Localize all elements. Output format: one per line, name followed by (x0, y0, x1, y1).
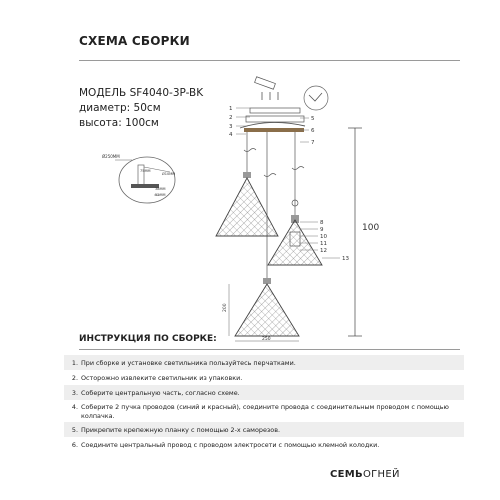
mount-detail (102, 154, 175, 203)
callout-13: 13 (342, 256, 349, 262)
height-dimension (348, 128, 379, 336)
instruction-step: 3. Соберите центральную часть, согласно схеме. (64, 385, 464, 400)
detail-dia-label: Ø250MM (102, 154, 120, 159)
detail-c-label: 52MM (155, 193, 166, 197)
pendant-shade-left (216, 172, 278, 236)
callout-9: 9 (320, 227, 324, 233)
pendant-height-label: 200 (223, 303, 228, 312)
callout-4: 4 (229, 132, 233, 138)
instruction-step: 2. Осторожно извлеките светильник из упаковки. (71, 373, 243, 382)
instruction-step: 6. Соедините центральный провод с проводом электросети с помощью клемной колодки. (71, 440, 380, 449)
callout-3: 3 (229, 124, 233, 130)
callout-11: 11 (320, 241, 327, 247)
instruction-steps (64, 355, 464, 452)
callout-5: 5 (311, 116, 315, 122)
pendant-shade-bottom (222, 278, 299, 342)
page-title: СХЕМА СБОРКИ (79, 34, 190, 48)
model-name: МОДЕЛЬ SF4040-3P-BK (79, 87, 204, 99)
callout-1: 1 (229, 106, 233, 112)
callout-8: 8 (320, 220, 324, 226)
detail-d-label: Ø10MM (162, 172, 176, 176)
callout-6: 6 (311, 128, 315, 134)
instructions-divider (79, 349, 460, 350)
model-diameter: диаметр: 50см (79, 102, 161, 114)
callout-10: 10 (320, 234, 327, 240)
canopy-assembly (240, 77, 328, 132)
instruction-step: 5. Прикрепите крепежную планку с помощью 2-х саморезов. (64, 422, 464, 437)
instruction-step: 1. При сборке и установке светильника пользуйтесь перчатками. (64, 355, 464, 370)
instruction-step: 4. Соберите 2 пучка проводов (синий и красный), соедините провода с соединительным проводом с помощью колпачка. (71, 403, 449, 420)
callout-2: 2 (229, 115, 233, 121)
instructions-title: ИНСТРУКЦИЯ ПО СБОРКЕ: (79, 334, 217, 344)
height-dimension-label: 100 (362, 223, 380, 233)
pendant-width-label: 250 (262, 337, 271, 342)
detail-a-label: 75MM (140, 169, 151, 173)
brand-logo: СЕМЬОГНЕЙ (330, 469, 400, 480)
callout-12: 12 (320, 248, 327, 254)
detail-b-label: 38MM (155, 187, 166, 191)
model-height: высота: 100см (79, 117, 159, 129)
callout-7: 7 (311, 140, 315, 146)
